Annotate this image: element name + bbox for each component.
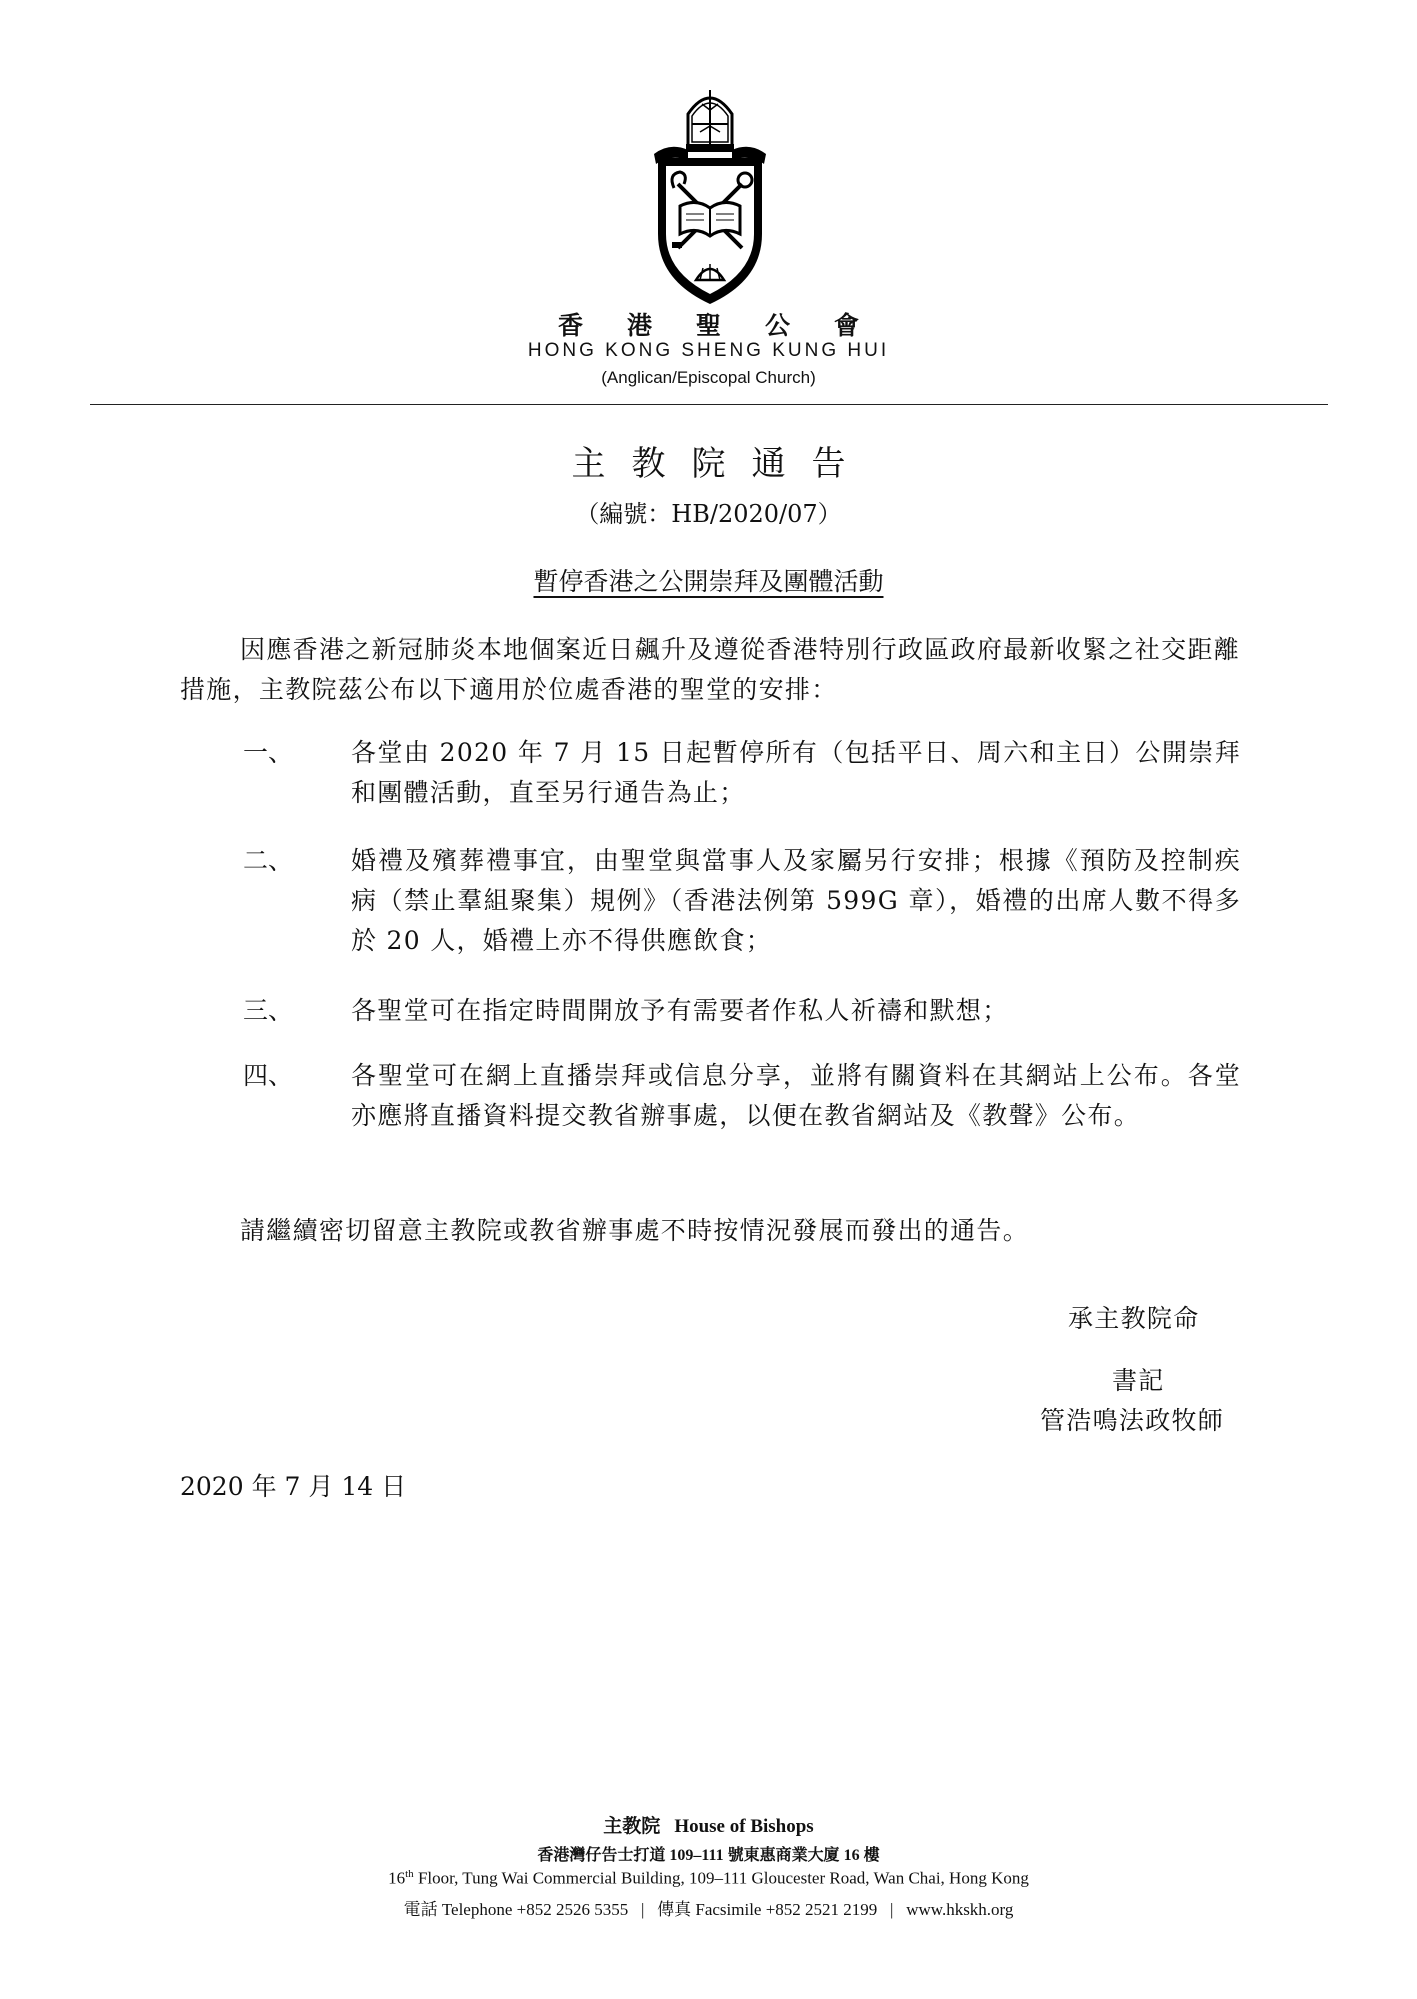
org-name-en: HONG KONG SHENG KUNG HUI: [527, 340, 890, 361]
footer-floor-suffix: th: [405, 1868, 414, 1880]
notice-reference: （編號：HB/2020/07）: [575, 500, 842, 528]
header-divider: [90, 404, 1328, 405]
notice-title: 主教院通告: [571, 444, 872, 484]
intro-paragraph: 因應香港之新冠肺炎本地個案近日飆升及遵從香港特別行政區政府最新收緊之社交距離措施，主教院茲公布以下適用於位處香港的聖堂的安排：: [180, 635, 1240, 704]
footer-floor: 16: [388, 1868, 406, 1888]
signoff-authority: 承主教院命: [1068, 1304, 1200, 1333]
closing-paragraph: 請繼續密切留意主教院或教省辦事處不時按情況發展而發出的通告。: [240, 1216, 1030, 1245]
footer-contact: 電話 Telephone +852 2526 5355 | 傳真 Facsimile +852 2521 2199 | www.hkskh.org: [403, 1900, 1014, 1919]
list-item-text: 各聖堂可在指定時間開放予有需要者作私人祈禱和默想；: [351, 996, 1009, 1025]
list-item-text: 各聖堂可在網上直播崇拜或信息分享，並將有關資料在其網站上公布。各堂亦應將直播資料提交教省辦事處，以便在教省網站及《教聲》公布。: [351, 1061, 1241, 1130]
notice-date: 2020 年 7 月 14 日: [180, 1472, 407, 1501]
list-item-number: 四、: [243, 1061, 294, 1090]
list-item-text: 各堂由 2020 年 7 月 15 日起暫停所有（包括平日、周六和主日）公開崇拜和團體活動，直至另行通告為止；: [351, 738, 1241, 807]
footer-office-en: House of Bishops: [674, 1816, 814, 1837]
footer-office-zh: 主教院: [603, 1816, 661, 1837]
footer-address-en: [0, 1868, 1417, 1889]
signoff-role: 書記: [1112, 1366, 1165, 1395]
list-item-number: 二、: [243, 846, 294, 875]
church-crest-icon: [648, 84, 772, 306]
list-item-text: 婚禮及殯葬禮事宜，由聖堂與當事人及家屬另行安排；根據《預防及控制疾病（禁止羣組聚集）規例》（香港法例第 599G 章），婚禮的出席人數不得多於 20 人，婚禮上亦不得供應飲食；: [351, 846, 1241, 955]
org-name-zh: 香港聖公會: [557, 311, 903, 340]
list-item-number: 三、: [243, 996, 294, 1025]
signoff-name: 管浩鳴法政牧師: [1040, 1406, 1225, 1435]
notice-subject: [0, 562, 1417, 598]
notice-subject-text: 暫停香港之公開崇拜及團體活動: [533, 567, 884, 596]
footer-address-zh: 香港灣仔告士打道 109–111 號東惠商業大廈 16 樓: [537, 1847, 880, 1864]
org-subtitle: (Anglican/Episcopal Church): [601, 368, 816, 387]
footer-address-text: Floor, Tung Wai Commercial Building, 109–111 Gloucester Road, Wan Chai, Hong Kong: [413, 1868, 1029, 1888]
footer-office: [0, 1811, 1417, 1838]
list-item-number: 一、: [243, 738, 294, 767]
